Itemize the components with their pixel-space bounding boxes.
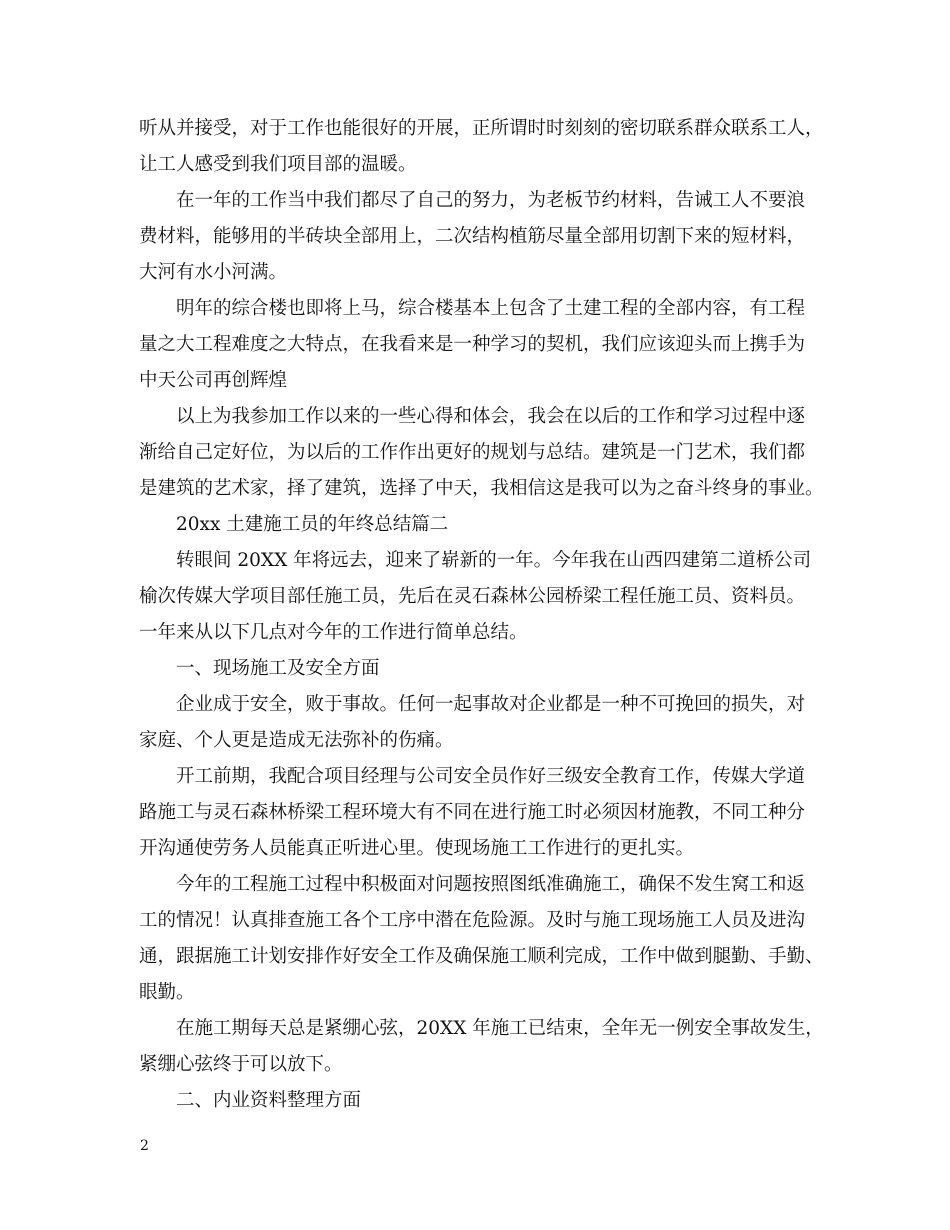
text-line: 让工人感受到我们项目部的温暖。	[139, 154, 417, 175]
text-line: 通，跟据施工计划安排作好安全工作及确保施工顺利完成，工作中做到腿勤、手勤、	[139, 946, 824, 967]
page-number: 2	[140, 1138, 149, 1154]
text-line: 企业成于安全，败于事故。任何一起事故对企业都是一种不可挽回的损失，对	[176, 694, 806, 715]
text-line: 开沟通使劳务人员能真正听进心里。使现场施工工作进行的更扎实。	[139, 838, 695, 859]
text-line: 渐给自己定好位，为以后的工作作出更好的规划与总结。建筑是一门艺术，我们都	[139, 442, 806, 463]
text-line: 量之大工程难度之大特点，在我看来是一种学习的契机，我们应该迎头而上携手为	[139, 334, 806, 355]
text-line: 是建筑的艺术家，择了建筑，选择了中天，我相信这是我可以为之奋斗终身的事业。	[139, 478, 824, 499]
text-line: 明年的综合楼也即将上马，综合楼基本上包含了土建工程的全部内容，有工程	[176, 298, 806, 319]
text-line: 听从并接受，对于工作也能很好的开展，正所谓时时刻刻的密切联系群众联系工人，	[139, 118, 824, 139]
text-line: 工的情况！认真排查施工各个工序中潜在危险源。及时与施工现场施工人员及进沟	[139, 910, 806, 931]
text-line: 眼勤。	[139, 982, 195, 1003]
text-line: 紧绷心弦终于可以放下。	[139, 1054, 343, 1075]
section-heading: 20xx 土建施工员的年终总结篇二	[176, 514, 449, 535]
section-heading: 一、现场施工及安全方面	[176, 658, 380, 679]
text-line: 路施工与灵石森林桥梁工程环境大有不同在进行施工时必须因材施教，不同工种分	[139, 802, 806, 823]
text-line: 家庭、个人更是造成无法弥补的伤痛。	[139, 730, 454, 751]
text-line: 今年的工程施工过程中积极面对问题按照图纸准确施工，确保不发生窝工和返	[176, 874, 806, 895]
text-line: 在一年的工作当中我们都尽了自己的努力，为老板节约材料，告诫工人不要浪	[176, 190, 806, 211]
text-line: 在施工期每天总是紧绷心弦，20XX 年施工已结束，全年无一例安全事故发生，	[176, 1018, 824, 1039]
text-line: 榆次传媒大学项目部任施工员，先后在灵石森林公园桥梁工程任施工员、资料员。	[139, 586, 806, 607]
section-heading: 二、内业资料整理方面	[176, 1090, 362, 1111]
text-line: 以上为我参加工作以来的一些心得和体会，我会在以后的工作和学习过程中逐	[176, 406, 806, 427]
text-line: 一年来从以下几点对今年的工作进行简单总结。	[139, 622, 528, 643]
text-line: 费材料，能够用的半砖块全部用上，二次结构植筋尽量全部用切割下来的短材料，	[139, 226, 806, 247]
text-line: 大河有水小河满。	[139, 262, 288, 283]
text-line: 转眼间 20XX 年将远去，迎来了崭新的一年。今年我在山西四建第二道桥公司	[176, 550, 812, 571]
text-line: 中天公司再创辉煌	[139, 370, 288, 391]
text-line: 开工前期，我配合项目经理与公司安全员作好三级安全教育工作，传媒大学道	[176, 766, 806, 787]
